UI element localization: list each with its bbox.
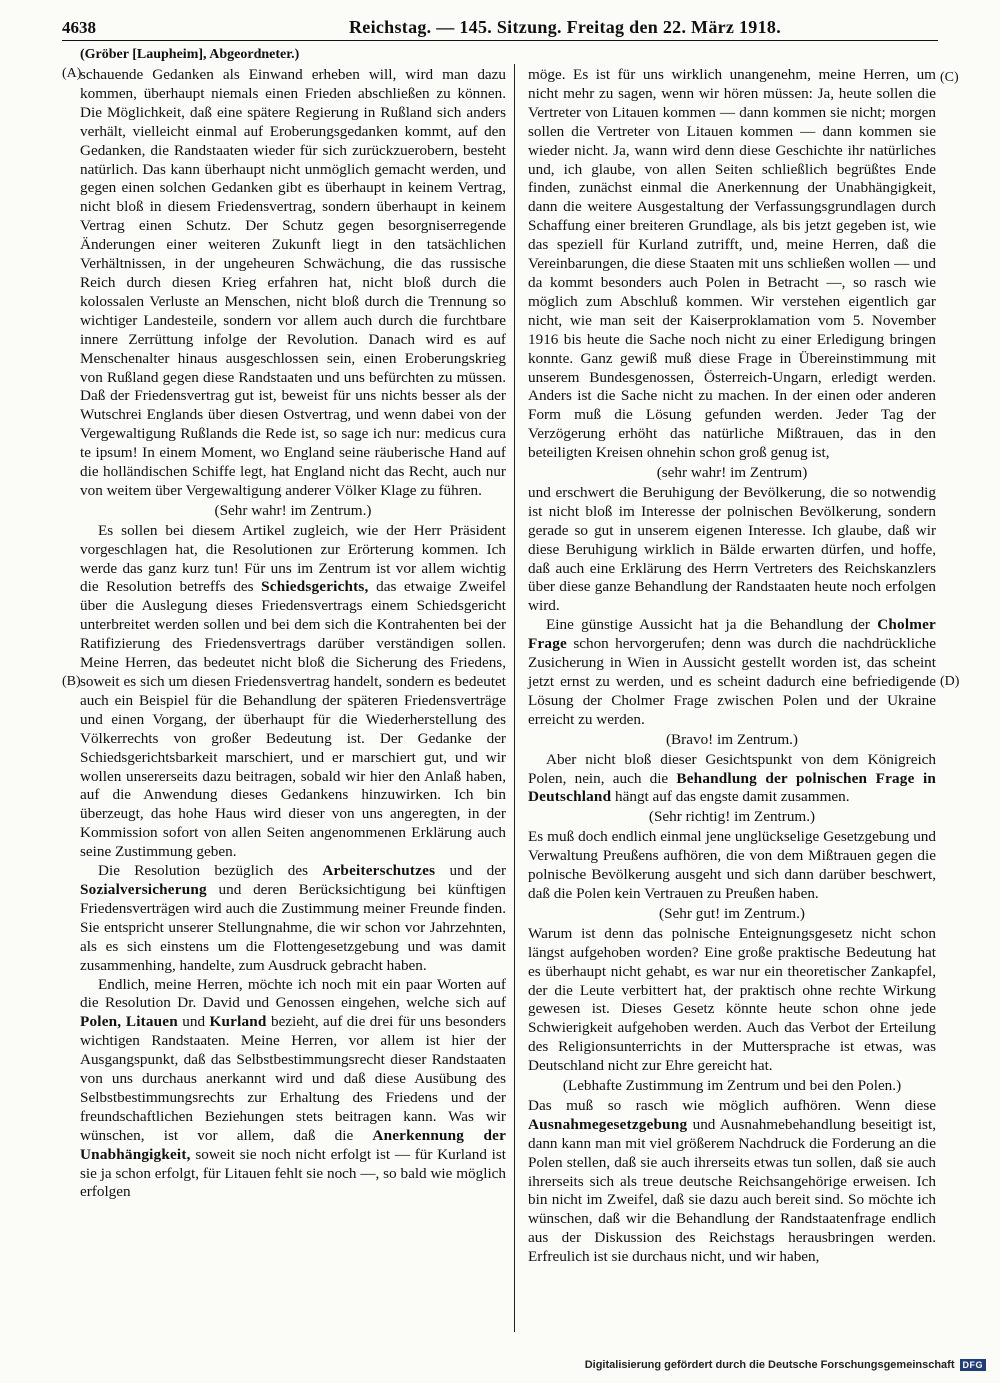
interjection: (Sehr richtig! im Zentrum.) — [648, 808, 816, 826]
margin-marker-b: (B) — [62, 674, 81, 689]
paragraph: Es muß doch endlich einmal jene unglückselige Gesetzgebung und Verwaltung Preußens aufhören, die von dem Mißtrauen gegen die polnische Bevölkerung ausgeht und sich dann darüber beschwert, daß die Polen kein Vertrauen zu Preußen haben. — [528, 828, 936, 902]
interjection: (Sehr wahr! im Zentrum.) — [214, 501, 372, 519]
interjection: (Lebhafte Zustimmung im Zentrum und bei den Polen.) — [562, 1077, 902, 1095]
running-head: Reichstag. — 145. Sitzung. Freitag den 22. März 1918. — [348, 17, 782, 37]
credit-text: Digitalisierung gefördert durch die Deutsche Forschungsgemeinschaft — [584, 1359, 955, 1371]
paragraph: und erschwert die Beruhigung der Bevölkerung, die so notwendig ist nicht bloß im Interesse der polnischen Bevölkerung, sondern gerade so gut in unserem eigenen Interesse. Ich glaube, daß wir diese Beruhigung wirklich in Bälde erwarten dürfen, und hoffe, daß auch eine Erklärung des Herrn Vertreters des Reichskanzlers über diese ganze Behandlung der Randstaaten heute noch erfolgen wird. — [528, 483, 936, 615]
header-rule — [62, 40, 938, 41]
emphasis: Schiedsgerichts, — [261, 578, 369, 596]
paragraph: Endlich, meine Herren, möchte ich noch mit ein paar Worten auf die Resolution Dr. David und Genossen eingehen, welche sich auf Polen, Litauen und Kurland bezieht, auf die drei für uns besonders wichtigen Randstaaten. Meine Herren, vor allem ist hier der Ausgangspunkt, daß das Selbstbestimmungsrecht dieser Randstaaten von uns durchaus anerkannt wird und daß diese Ausübung des Selbstbestimmungsrechts zur Erhaltung des Friedens und der freundschaftlichen Beziehungen stets beitragen kann. Was wir wünschen, ist vor allem, daß die Anerkennung der Unabhängigkeit, soweit sie noch nicht erfolgt ist — für Kurland ist sie ja schon erfolgt, für Litauen fehlt sie noch —, so bald wie möglich erfolgen — [80, 975, 507, 1201]
dfg-logo: DFG — [960, 1359, 987, 1371]
paragraph: Die Resolution bezüglich des Arbeiterschutzes und der Sozialversicherung und deren Berücksichtigung bei künftigen Friedensverträgen wird auch die Zustimmung meiner Freunde finden. Sie entspricht unserer Stellungnahme, die wir schon vor Jahrzehnten, als es sich einstens um die Flottengesetzgebung und was damit zusammenhing, handelte, zum Ausdruck gebracht haben. — [80, 862, 507, 974]
margin-marker-d: (D) — [940, 674, 960, 689]
emphasis: Polen, Litauen — [80, 1013, 178, 1031]
interjection: (Sehr gut! im Zentrum.) — [659, 904, 805, 922]
page-number: 4638 — [62, 18, 96, 37]
paragraph: möge. Es ist für uns wirklich unangenehm, meine Herren, um nicht mehr zu sagen, wenn wir hören müssen: Ja, heute sollen die Vertreter von Litauen kommen — dann kommen sie nicht; morgen sollen die Vertreter von Litauen kommen — dann kommen sie wieder nicht. Ja, wann wird denn diese Geschichte ihr natürliches und, ich glaube, von allen Seiten schließlich begrüßtes Ende finden, zunächst einmal die Anerkennung der Unabhängigkeit, dann die weitere Ausgestaltung der Verfassungsgrundlagen durch Schaffung einer breiteren Grundlage, als bis jetzt gegeben ist, wie das speziell für Kurland zutrifft, und, meine Herren, daß die Vereinbarungen, die diese Staaten mit uns schließen wollen — und da kommt besonders auch Polen in Betracht —, so rasch wie möglich zum Abschluß kommen. Wir verstehen eigentlich gar nicht, wie man seit der Kaiserproklamation vom 5. November 1916 bis heute die Sache noch nicht zu einer Erledigung bringen konnte. Ganz gewiß muß diese Frage in Übereinstimmung mit unserem Bundesgenossen, Österreich-Ungarn, erledigt werden. Anders ist die Sache nicht zu machen. In der einen oder anderen Form muß die Lösung gefunden werden. Jeder Tag der Verzögerung erhöht das natürliche Mißtrauen, das in den beteiligten Kreisen ohnehin schon groß genug ist, — [528, 66, 936, 462]
margin-marker-a: (A) — [62, 66, 82, 81]
paragraph: Eine günstige Aussicht hat ja die Behandlung der Cholmer Frage schon hervorgerufen; denn was durch die nachdrückliche Zusicherung in Wien in Aussicht gestellt worden ist, das scheint jetzt ernst zu werden, und es scheint dadurch eine befriedigende Lösung der Cholmer Frage zwischen Polen und der Ukraine erreicht zu werden. — [528, 616, 936, 728]
margin-marker-c: (C) — [940, 70, 959, 85]
right-column — [528, 66, 936, 1267]
left-column — [80, 66, 506, 1202]
emphasis: Anerkennung der Unabhängigkeit, — [80, 1126, 507, 1163]
column-divider — [514, 64, 515, 1332]
interjection: (Bravo! im Zentrum.) — [665, 730, 798, 748]
paragraph: Warum ist denn das polnische Enteignungsgesetz nicht schon längst aufgehoben worden? Eine große praktische Bedeutung hat es überhaupt nicht gehabt, es war nur ein theoretischer Zankapfel, der die Leute verbittert hat, der praktisch ohne rechte Wirkung gewesen ist. Dieses Gesetz könnte heute schon ohne jede Schwierigkeit aufgehoben werden. Auch das Verbot der Erteilung des Religionsunterrichts in der Muttersprache ist etwas, was Deutschland nicht zur Ehre gereicht hat. — [528, 924, 936, 1075]
page-header — [62, 14, 938, 40]
paragraph: Aber nicht bloß dieser Gesichtspunkt von dem Königreich Polen, nein, auch die Behandlung der polnischen Frage in Deutschland hängt auf das engste damit zusammen. — [528, 750, 937, 806]
emphasis: Cholmer Frage — [528, 616, 936, 653]
emphasis: Sozialversicherung — [80, 880, 207, 898]
emphasis: Behandlung der polnischen Frage in Deutschland — [528, 769, 937, 806]
emphasis: Kurland — [209, 1013, 267, 1031]
emphasis: Ausnahmegesetzgebung — [528, 1115, 688, 1133]
paragraph: Es sollen bei diesem Artikel zugleich, wie der Herr Präsident vorgeschlagen hat, die Resolutionen zur Erörterung kommen. Ich werde das ganz kurz tun! Für uns im Zentrum ist vor allem wichtig die Resolution betreffs des Schiedsgerichts, das etwaige Zweifel über die Auslegung dieses Friedensvertrags einem Schiedsgericht unterbreitet werden sollen und bei dem sich die Kontrahenten bei der Ratifizierung des Friedensvertrags darüber verständigen sollen. Meine Herren, das bedeutet nicht bloß die Sicherung des Friedens, soweit es sich um diesen Friedensvertrag handelt, sondern es bedeutet auch ein Beispiel für die Behandlung der späteren Friedensverträge und einen Vorgang, der überhaupt für die Wiederherstellung des Völkerrechts von großer Bedeutung ist. Der Gedanke der Schiedsgerichtsbarkeit marschiert, und er marschiert gut, und wir wollen unsererseits dazu beitragen, sobald wir hier den Anlaß haben, auf die Anwendung dieses Gedankens hinzuwirken. Ich bin überzeugt, das hohe Haus wird dieser von uns angeregten, in der Kommission sofort von allen Seiten angenommenen Erklärung auch seine Zustimmung geben. — [80, 521, 507, 861]
digitization-credit — [585, 1359, 986, 1371]
paragraph: schauende Gedanken als Einwand erheben will, wird man dazu kommen, überhaupt niemals einen Frieden abschließen zu können. Die Möglichkeit, daß eine spätere Regierung in Rußland sich anders verhält, vielleicht einmal auf Eroberungsgedanken kommt, auf den Gedanken, die Randstaaten wieder für sich zurückzuerobern, besteht natürlich. Das kann überhaupt nicht unmöglich gemacht werden, und gegen einen solchen Gedanken gibt es überhaupt in keinem Vertrag, nicht bloß in diesem Friedensvertrag, sondern überhaupt in keinem Vertrag einen Schutz. Der Schutz gegen besorgniserregende Änderungen einer weiteren Zukunft liegt in den tatsächlichen Verhältnissen, in der ungeheuren Schwächung, die das russische Reich durch diesen Krieg erfahren hat, nicht bloß durch die kolossalen Verluste an Menschen, nicht bloß durch die Trennung so wichtiger Landesteile, sondern vor allem auch durch die furchtbare innere Zerrüttung infolge der Revolution. Danach wird es auf Menschenalter hinaus ausgeschlossen sein, einen Eroberungskrieg von Rußland gegen diese Randstaaten und uns befürchten zu müssen. Daß der Friedensvertrag gut ist, beweist für uns nichts besser als der Wutschrei Englands über diesen Ostvertrag, und wenn dabei von der Vergewaltigung Rußlands die Rede ist, so sage ich nur: medicus cura te ipsum! In einem Moment, wo England seine räuberische Hand auf die holländischen Schiffe legt, hat England nicht das Recht, auch nur von weitem über Vergewaltigung anderer Völker Klage zu führen. — [80, 66, 506, 499]
speaker-line: (Gröber [Laupheim], Abgeordneter.) — [80, 47, 300, 62]
emphasis: Arbeiterschutzes — [322, 862, 436, 880]
paragraph: Das muß so rasch wie möglich aufhören. Wenn diese Ausnahmegesetzgebung und Ausnahmebehandlung beseitigt ist, dann kann man mit viel größerem Nachdruck die Forderung an die Polen stellen, daß sie auch ihrerseits etwas tun sollen, daß sie auch ihrerseits sich als treue deutsche Reichsangehörige erweisen. Ich bin nicht im Zweifel, daß sie dazu auch bereit sind. So möchte ich wünschen, daß wir die Behandlung der Randstaatenfrage endlich aus der Diskussion des Reichstags herausbringen werden. Erfreulich ist sie durchaus nicht, und wir haben, — [528, 1096, 936, 1266]
interjection: (sehr wahr! im Zentrum) — [656, 464, 808, 482]
